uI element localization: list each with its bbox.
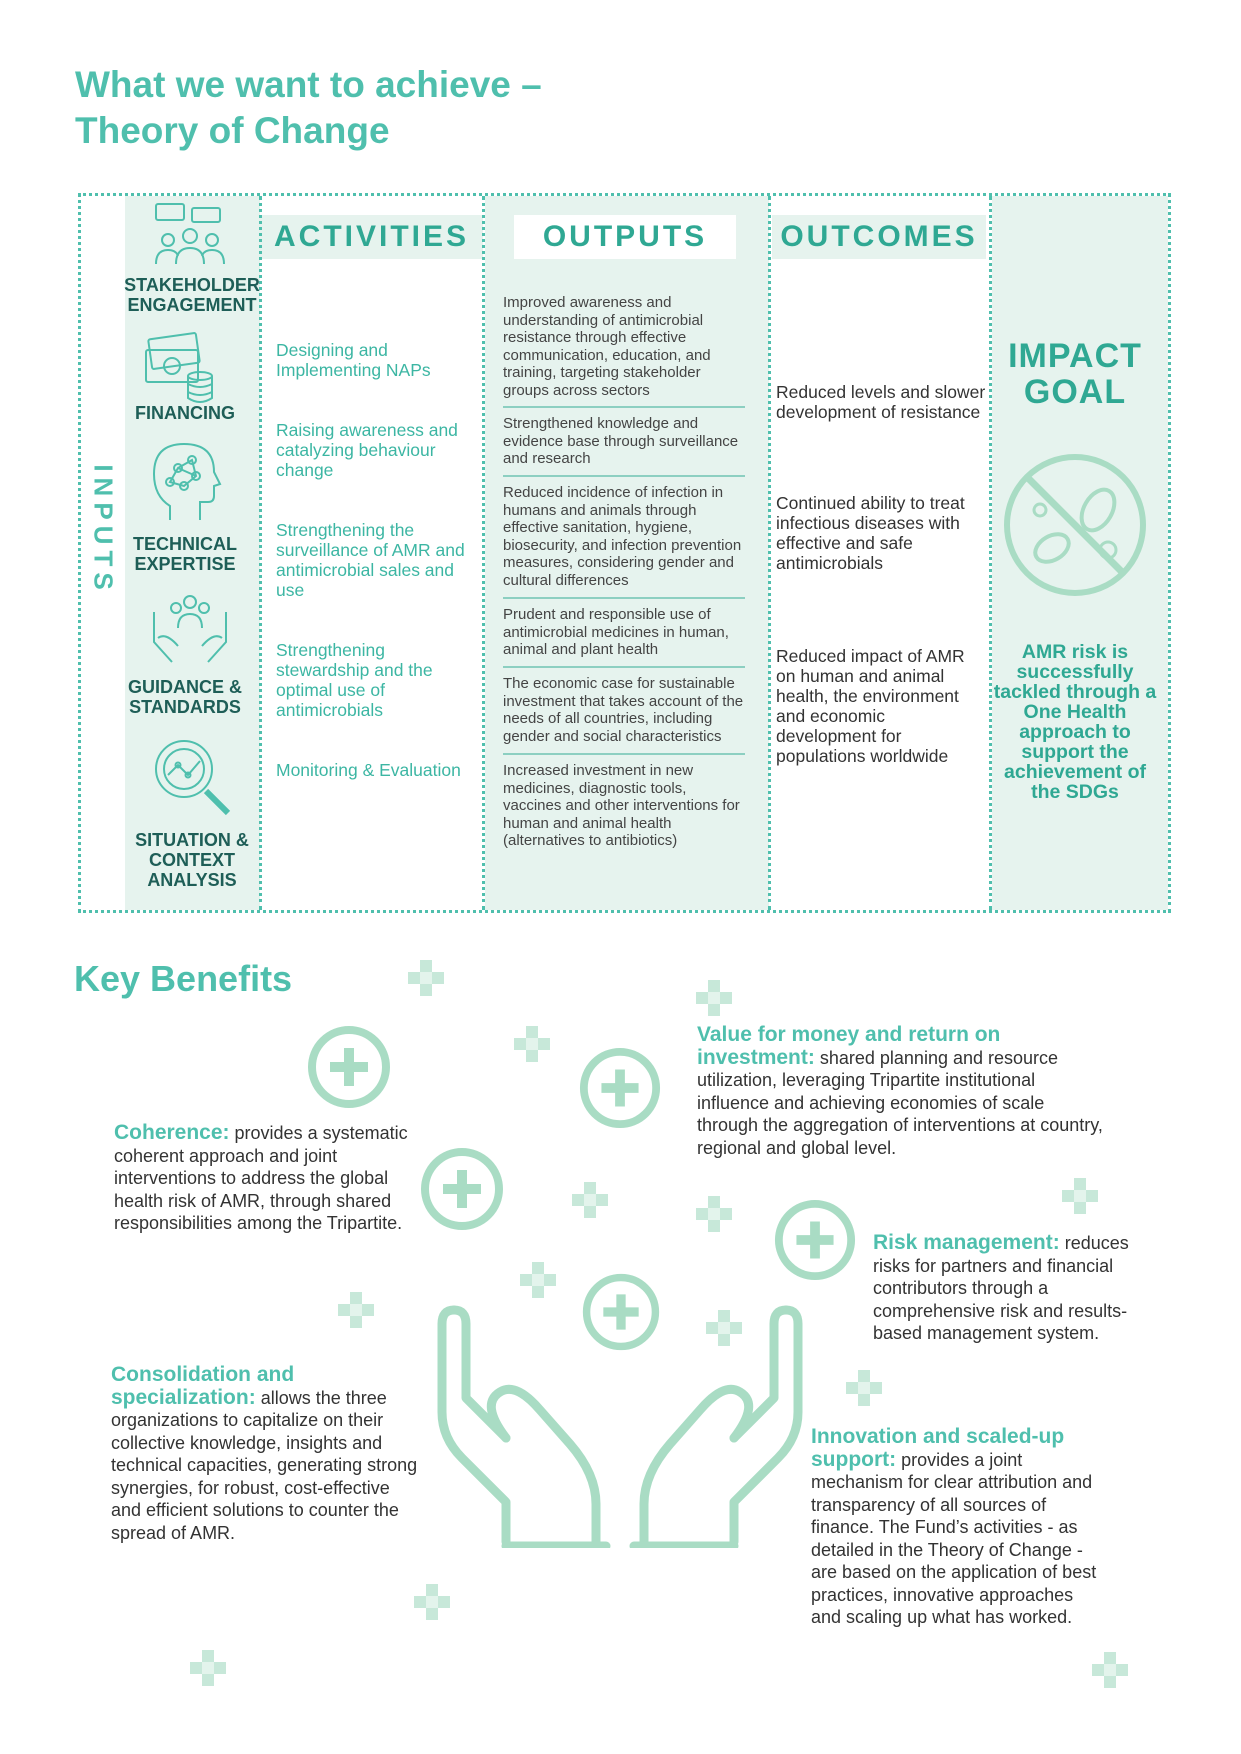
cupped-hands-icon (436, 1296, 804, 1548)
outcome-impact: Reduced impact of AMR on human and animal health, the environment and economic development for populations worldwide (776, 646, 965, 766)
benefit-innovation (811, 1426, 1101, 1629)
input-label-guidance: GUIDANCE & STANDARDS (127, 677, 242, 717)
title-line-2: Theory of Change (75, 110, 390, 151)
outputs-header: OUTPUTS (542, 220, 708, 253)
output-economic-case: The economic case for sustainable investment that takes account of the needs of all countries, including gender and social characteristics (503, 675, 744, 745)
outcome-treatment: Continued ability to treat infectious diseases with effective and safe antimicrobials (776, 493, 965, 573)
activity-awareness: Raising awareness and catalyzing behaviour change (276, 420, 458, 480)
key-benefits-title: Key Benefits (74, 958, 293, 999)
input-label-financing: FINANCING (135, 403, 235, 423)
benefit-consolidation (111, 1364, 421, 1544)
inputs-label: INPUTS (88, 464, 119, 596)
benefit-risk-heading: Risk management: (873, 1231, 1060, 1254)
output-awareness: Improved awareness and understanding of antimicrobial resistance through effective communication, education, and training, targeting stakeholder groups across sectors (503, 294, 711, 399)
benefit-value-heading: Value for money and return on investment: (697, 1023, 1001, 1069)
benefit-consolidation-text: allows the three organizations to capitalize on their collective knowledge, insights and technical capacities, generating strong synergies, for robust, cost-effective and efficient solutions to counter the spread of AMR. (111, 1387, 418, 1543)
benefit-coherence (114, 1122, 414, 1235)
activities-header: ACTIVITIES (273, 220, 469, 253)
benefit-value (697, 1024, 1107, 1159)
activity-monitoring: Monitoring & Evaluation (276, 760, 461, 780)
activity-naps: Designing and Implementing NAPs (276, 340, 431, 380)
input-label-technical: TECHNICAL EXPERTISE (133, 534, 237, 574)
impact-goal-title: IMPACT GOAL (1008, 337, 1142, 411)
impact-goal-text: AMR risk is successfully tackled through a One Health approach to support the achievement of the SDGs (993, 641, 1157, 803)
activity-stewardship: Strengthening stewardship and the optimal use of antimicrobials (276, 640, 433, 720)
output-infection: Reduced incidence of infection in humans and animals through effective sanitation, hygiene, biosecurity, and infection prevention measures, considering gender and cultural differences (503, 484, 742, 589)
input-label-analysis: SITUATION & CONTEXT ANALYSIS (135, 830, 249, 890)
outcomes-header: OUTCOMES (780, 220, 978, 253)
benefit-innovation-heading: Innovation and scaled-up support: (811, 1425, 1065, 1471)
input-label-stakeholder: STAKEHOLDER ENGAGEMENT (124, 275, 260, 315)
benefit-coherence-text: provides a systematic coherent approach and joint interventions to address the global health risk of AMR, through shared responsibilities among the Tripartite. (114, 1123, 408, 1233)
outcome-resistance: Reduced levels and slower development of resistance (776, 382, 986, 422)
benefit-value-text: shared planning and resource utilization, leveraging Tripartite institutional influence and achieving economies of scale through the aggregation of interventions at country, regional and global level. (697, 1047, 1103, 1158)
output-knowledge: Strengthened knowledge and evidence base through surveillance and research (503, 415, 739, 467)
title-line-1: What we want to achieve – (75, 64, 542, 105)
benefit-consolidation-heading: Consolidation and specialization: (111, 1363, 295, 1409)
benefit-risk-text: reduces risks for partners and financial contributors through a comprehensive risk and results-based management system. (873, 1233, 1129, 1343)
benefit-innovation-text: provides a joint mechanism for clear attribution and transparency of all sources of finance. The Fund’s activities - as detailed in the Theory of Change - are based on the application of best practices, innovative approaches and scaling up what has worked. (811, 1449, 1097, 1627)
output-prudent-use: Prudent and responsible use of antimicrobial medicines in human, animal and plant health (503, 606, 729, 658)
benefit-risk (873, 1232, 1158, 1345)
benefit-coherence-heading: Coherence: (114, 1121, 230, 1144)
output-investment: Increased investment in new medicines, diagnostic tools, vaccines and other interventions for human and animal health (alternatives to antibiotics) (503, 762, 740, 849)
activity-surveillance: Strengthening the surveillance of AMR and antimicrobial sales and use (276, 520, 465, 600)
